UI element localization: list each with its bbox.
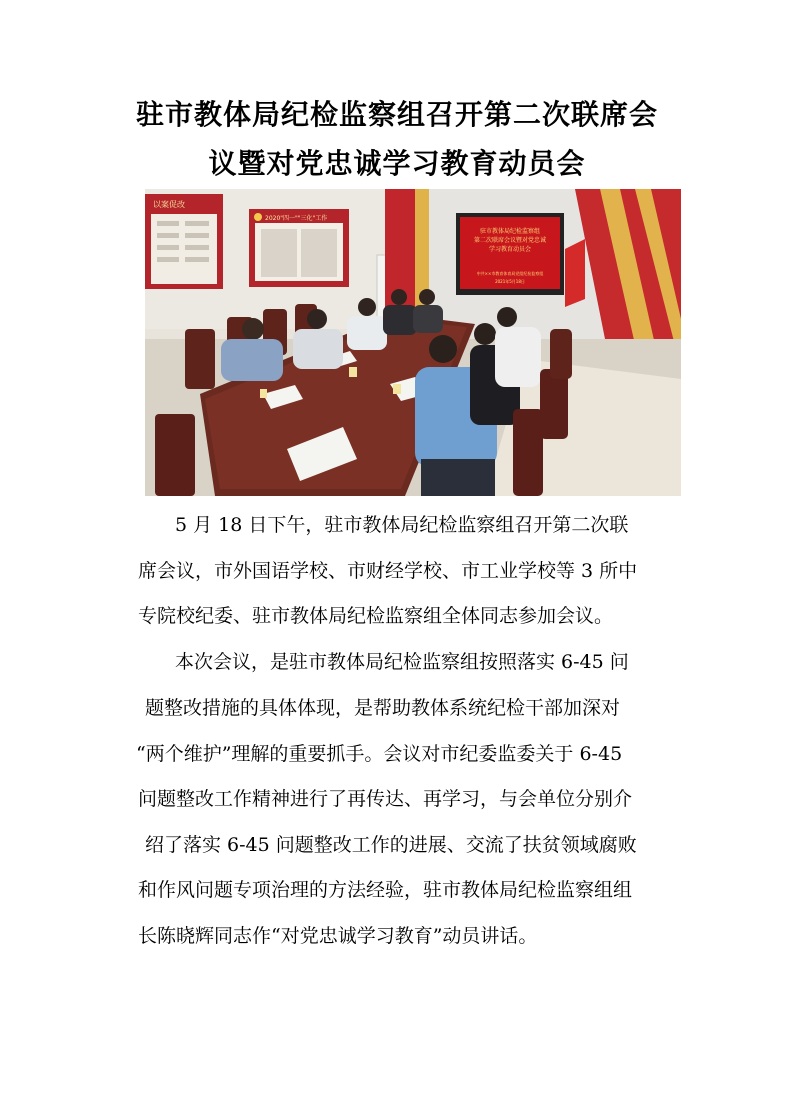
paragraph-1-line: 席会议，市外国语学校、市财经学校、市工业学校等 3 所中 (138, 560, 638, 582)
paragraph-2-line: 本次会议，是驻市教体局纪检监察组按照落实 6-45 问 (175, 651, 629, 673)
document-title-line-2: 议暨对党忠诚学习教育动员会 (208, 147, 586, 180)
screen-date: 2021年5月18日 (495, 279, 525, 284)
screen-text-line-2: 第二次联席会议暨对党忠诚 (473, 237, 547, 244)
paragraph-2-line: 和作风问题专项治理的方法经验，驻市教体局纪检监察组组 (138, 879, 633, 901)
paragraph-2-line: 绍了落实 6-45 问题整改工作的进展、交流了扶贫领域腐败 (145, 834, 637, 856)
paragraph-2-line: 问题整改工作精神进行了再传达、再学习，与会单位分别介 (138, 788, 633, 810)
screen-text-line-1: 驻市教体局纪检监察组 (479, 228, 541, 235)
wall-board-middle-heading: 2020"四一""三化"工作 (265, 215, 328, 222)
paragraph-1-line: 5 月 18 日下午，驻市教体局纪检监察组召开第二次联 (175, 514, 629, 536)
wall-board-left (145, 194, 223, 289)
paragraph-2-line: 题整改措施的具体体现，是帮助教体系统纪检干部加深对 (145, 697, 621, 719)
meeting-photo (145, 189, 681, 496)
paragraph-2-line: 长陈晓辉同志作“对党忠诚学习教育”动员讲话。 (138, 925, 538, 947)
presentation-screen (456, 213, 564, 295)
paragraph-1-line: 专院校纪委、驻市教体局纪检监察组全体同志参加会议。 (138, 605, 614, 627)
wall-board-middle (249, 209, 349, 287)
wall-board-left-heading: 以案促改 (153, 200, 185, 209)
paragraph-2-line: “两个维护”理解的重要抓手。会议对市纪委监委关于 6-45 (136, 743, 623, 765)
screen-subtext: 中共××市教育体育局党组纪检监察组 (476, 271, 544, 276)
screen-text-line-3: 学习教育动员会 (488, 246, 532, 253)
document-title-line-1: 驻市教体局纪检监察组召开第二次联席会 (135, 98, 658, 131)
